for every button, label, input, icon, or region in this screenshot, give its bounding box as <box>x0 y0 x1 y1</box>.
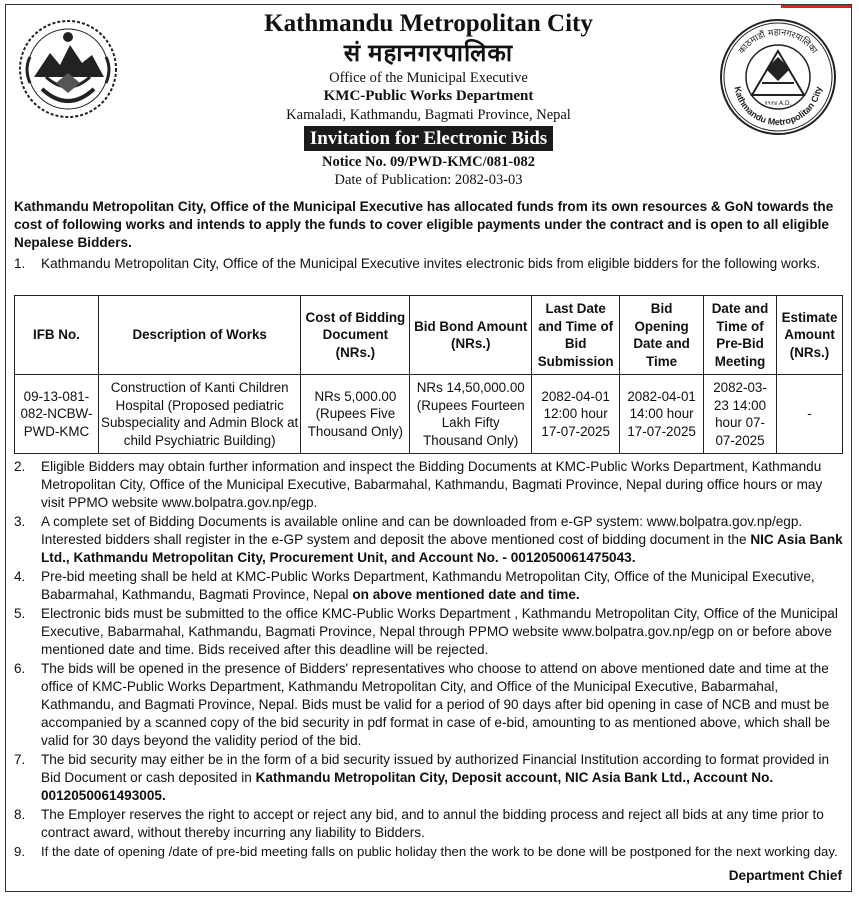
city-title: Kathmandu Metropolitan City <box>264 10 593 37</box>
invitation-banner: Invitation for Electronic Bids <box>304 126 553 151</box>
intro-paragraph: Kathmandu Metropolitan City, Office of the Municipal Executive has allocated funds from its own resources & GoN towards the cost of following works and intends to apply the funds to cover eligible payments under the contract and is open to all eligible Nepalese Bidders. <box>14 199 834 250</box>
kmc-seal-icon <box>718 17 838 137</box>
table-header: Date and Time of Pre-Bid Meeting <box>704 296 777 375</box>
table-row <box>15 375 843 454</box>
city-title-nepali: सं महानगरपालिका <box>343 41 514 67</box>
list-item: 1. Kathmandu Metropolitan City, Office of the Municipal Executive invites electronic bids from eligible bidders for the following works. <box>14 256 821 271</box>
notice-items <box>14 458 845 862</box>
table-header: Cost of Bidding Document (NRs.) <box>301 296 410 375</box>
table-cell: 2082-04-01 12:00 hour 17-07-2025 <box>532 375 620 454</box>
nepal-emblem-icon <box>16 17 120 121</box>
list-item: 9. If the date of opening /date of pre-bid meeting falls on public holiday then the work to be done will be postponed for the next working day. <box>14 844 838 859</box>
list-item: 4. Pre-bid meeting shall be held at KMC-Public Works Department, Kathmandu Metropolitan City, Office of the Municipal Executive, Babarmahal, Kathmandu, Bagmati Province, Nepal on above mentioned date and time. <box>14 569 815 602</box>
seal-top-text: काठमाडौं महानगरपालिका <box>737 27 819 56</box>
table-header: Estimate Amount (NRs.) <box>776 296 842 375</box>
notice-page <box>5 4 852 892</box>
publication-date: Date of Publication: 2082-03-03 <box>334 172 523 188</box>
table-cell: Construction of Kanti Children Hospital (Proposed pediatric Subspeciality and Admin Block at child Psychiatric Building) <box>98 375 301 454</box>
list-item: 7. The bid security may either be in the form of a bid security issued by authorized Financial Institution according to format provided in Bid Document or cash deposited in Kathmandu Metropolitan City, Deposit account, NIC Asia Bank Ltd., Account No. 0012050061493005. <box>14 752 830 803</box>
department-name: KMC-Public Works Department <box>323 88 534 104</box>
notice-header <box>6 5 851 197</box>
table-cell: 09-13-081-082-NCBW-PWD-KMC <box>15 375 99 454</box>
list-item: 2. Eligible Bidders may obtain further information and inspect the Bidding Documents at KMC-Public Works Department, Kathmandu Metropolitan City, Office of the Municipal Executive, Babarmahal, Kathmandu, Bagmati Province, Nepal during office hours or may visit PPMO website www.bolpatra.gov.np/egp. <box>14 459 823 510</box>
notice-number: Notice No. 09/PWD-KMC/081-082 <box>321 154 536 170</box>
table-header: Bid Bond Amount (NRs.) <box>410 296 532 375</box>
seal-year: १९१४ A.D. <box>764 100 792 107</box>
list-item: 8. The Employer reserves the right to accept or reject any bid, and to annul the bidding process and reject all bids at any time prior to contract award, without thereby incurring any liability to Bidders. <box>14 807 824 840</box>
table-header: Last Date and Time of Bid Submission <box>532 296 620 375</box>
signature: Department Chief <box>728 868 842 883</box>
table-cell: NRs 5,000.00 (Rupees Five Thousand Only) <box>301 375 410 454</box>
office-name: Office of the Municipal Executive <box>329 70 528 86</box>
table-cell: NRs 14,50,000.00 (Rupees Fourteen Lakh Fifty Thousand Only) <box>410 375 532 454</box>
table-header: IFB No. <box>15 296 99 375</box>
list-item: 3. A complete set of Bidding Documents is available online and can be downloaded from e-GP system: www.bolpatra.gov.np/egp. Interested bidders shall register in the e-GP system and deposit the above mentioned cost of bidding document in the NIC Asia Bank Ltd., Kathmandu Metropolitan City, Procurement Unit, and Account No. - 0012050061475043. <box>14 514 843 565</box>
table-header: Description of Works <box>98 296 301 375</box>
bid-table <box>14 295 843 454</box>
table-cell: - <box>776 375 842 454</box>
seal-bottom-text: Kathmandu Metropolitan City <box>732 85 824 128</box>
list-item: 6. The bids will be opened in the presence of Bidders' representatives who choose to attend on above mentioned date and time at the office of KMC-Public Works Department, Kathmandu Metropolitan City, and Office of the Municipal Executive, Babarmahal, Kathmandu, and Bagmati Province, Nepal. Bids must be valid for a period of 90 days after bid opening in case of NCB and must be accompanied by a scanned copy of the bid security in pdf format in case of e-bid, amounting to as mentioned above, which shall be valid for 30 days beyond the validity period of the bid. <box>14 661 830 748</box>
header-text <box>136 9 721 189</box>
table-cell: 2082-03-23 14:00 hour 07-07-2025 <box>704 375 777 454</box>
table-header-row <box>15 296 843 375</box>
list-item: 5. Electronic bids must be submitted to the office KMC-Public Works Department , Kathmandu Metropolitan City, Office of the Municipal Executive, Babarmahal, Kathmandu, Bagmati Province, Nepal through PPMO website www.bolpatra.gov.np/egp on or before above mentioned date and time. Bids received after this deadline will be rejected. <box>14 606 838 657</box>
table-cell: 2082-04-01 14:00 hour 17-07-2025 <box>620 375 704 454</box>
address: Kamaladi, Kathmandu, Bagmati Province, Nepal <box>286 107 571 123</box>
table-header: Bid Opening Date and Time <box>620 296 704 375</box>
